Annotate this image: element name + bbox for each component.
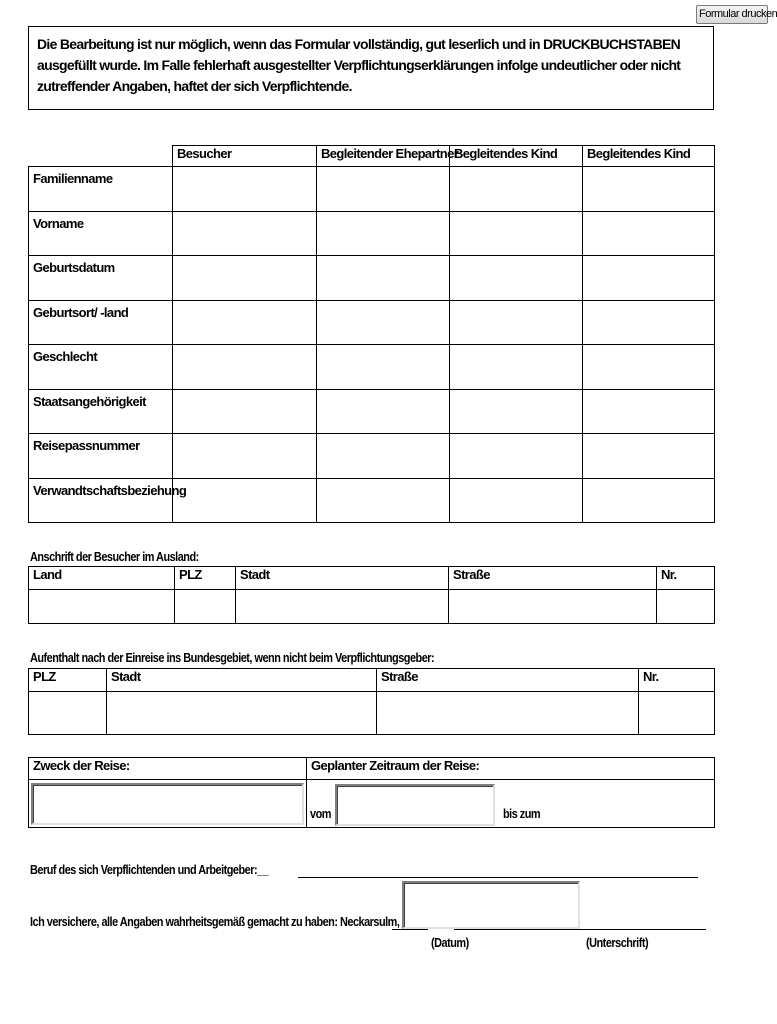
spouse-input[interactable]: [317, 390, 449, 408]
column-header-child-1: Begleitendes Kind: [450, 146, 583, 167]
occupation-input[interactable]: [298, 858, 698, 877]
child-1-input[interactable]: [450, 301, 582, 319]
spouse-input[interactable]: [317, 212, 449, 230]
child-1-cell: [450, 389, 583, 434]
spouse-cell: [317, 478, 450, 523]
row-label: Geburtsort/ -land: [29, 300, 173, 345]
assurance-label: Ich versichere, alle Angaben wahrheitsgemäß gemacht zu haben: Neckarsulm,: [30, 914, 400, 929]
spouse-input[interactable]: [317, 345, 449, 363]
child-2-input[interactable]: [583, 167, 714, 185]
notice-box: [28, 26, 714, 110]
child-1-input[interactable]: [450, 479, 582, 497]
child-1-input[interactable]: [450, 390, 582, 408]
row-label: Verwandtschaftsbeziehung: [29, 478, 173, 523]
child-2-cell: [583, 345, 715, 390]
spouse-input[interactable]: [317, 167, 449, 185]
abroad-city-input[interactable]: [236, 590, 448, 608]
date-caption: (Datum): [431, 935, 469, 950]
person-row: [29, 478, 715, 523]
row-label: Reisepassnummer: [29, 434, 173, 479]
child-2-cell: [583, 434, 715, 479]
stay-header-city: Stadt: [107, 669, 377, 692]
abroad-zip-cell: [175, 590, 236, 624]
child-2-input[interactable]: [583, 434, 714, 452]
row-label: Geburtsdatum: [29, 256, 173, 301]
child-1-input[interactable]: [450, 256, 582, 274]
visitor-input[interactable]: [173, 479, 316, 497]
stay-street-cell: [377, 692, 639, 735]
abroad-header-city: Stadt: [236, 567, 449, 590]
child-2-input[interactable]: [583, 345, 714, 363]
visitor-cell: [173, 167, 317, 212]
abroad-zip-input[interactable]: [175, 590, 235, 608]
person-row: [29, 300, 715, 345]
signature-line: [454, 929, 706, 930]
stay-city-cell: [107, 692, 377, 735]
child-1-input[interactable]: [450, 345, 582, 363]
person-row: [29, 256, 715, 301]
spouse-input[interactable]: [317, 434, 449, 452]
period-cell: [307, 780, 715, 828]
abroad-title: Anschrift der Besucher im Ausland:: [30, 549, 199, 564]
abroad-street-input[interactable]: [449, 590, 656, 608]
visitor-cell: [173, 389, 317, 434]
child-1-input[interactable]: [450, 212, 582, 230]
person-row: [29, 434, 715, 479]
child-2-cell: [583, 256, 715, 301]
child-1-cell: [450, 256, 583, 301]
abroad-header-zip: PLZ: [175, 567, 236, 590]
date-input[interactable]: [402, 881, 580, 929]
child-2-input[interactable]: [583, 479, 714, 497]
child-1-cell: [450, 345, 583, 390]
person-row: [29, 167, 715, 212]
spouse-cell: [317, 345, 450, 390]
from-label: vom: [310, 806, 331, 821]
abroad-city-cell: [236, 590, 449, 624]
persons-corner: [29, 146, 173, 167]
period-header: Geplanter Zeitraum der Reise:: [307, 758, 715, 780]
row-label: Familienname: [29, 167, 173, 212]
visitor-input[interactable]: [173, 167, 316, 185]
visitor-input[interactable]: [173, 390, 316, 408]
abroad-address-table: [28, 566, 715, 624]
spouse-cell: [317, 300, 450, 345]
visitor-input[interactable]: [173, 301, 316, 319]
visitor-cell: [173, 300, 317, 345]
occupation-line: [298, 877, 698, 878]
child-1-cell: [450, 167, 583, 212]
purpose-cell: [29, 780, 307, 828]
stay-zip-input[interactable]: [29, 692, 106, 710]
abroad-number-input[interactable]: [657, 590, 714, 608]
spouse-cell: [317, 434, 450, 479]
stay-zip-cell: [29, 692, 107, 735]
person-row: [29, 389, 715, 434]
child-1-input[interactable]: [450, 167, 582, 185]
spouse-cell: [317, 256, 450, 301]
abroad-header-street: Straße: [449, 567, 657, 590]
child-1-cell: [450, 300, 583, 345]
child-2-cell: [583, 211, 715, 256]
stay-number-input[interactable]: [639, 692, 714, 710]
stay-street-input[interactable]: [377, 692, 638, 710]
child-2-cell: [583, 389, 715, 434]
row-label: Vorname: [29, 211, 173, 256]
print-form-button[interactable]: Formular drucken: [696, 5, 768, 24]
signature-caption: (Unterschrift): [586, 935, 649, 950]
row-label: Geschlecht: [29, 345, 173, 390]
child-2-input[interactable]: [583, 301, 714, 319]
visitor-input[interactable]: [173, 345, 316, 363]
visitor-cell: [173, 478, 317, 523]
child-1-cell: [450, 211, 583, 256]
abroad-country-cell: [29, 590, 175, 624]
stay-header-number: Nr.: [639, 669, 715, 692]
stay-header-street: Straße: [377, 669, 639, 692]
spouse-cell: [317, 389, 450, 434]
purpose-input[interactable]: [31, 783, 304, 825]
stay-city-input[interactable]: [107, 692, 376, 710]
stay-header-zip: PLZ: [29, 669, 107, 692]
child-1-cell: [450, 478, 583, 523]
row-label: Staatsangehörigkeit: [29, 389, 173, 434]
visitor-cell: [173, 434, 317, 479]
visitor-input[interactable]: [173, 212, 316, 230]
column-header-child-2: Begleitendes Kind: [583, 146, 715, 167]
child-1-input[interactable]: [450, 434, 582, 452]
visitor-input[interactable]: [173, 434, 316, 452]
spouse-input[interactable]: [317, 301, 449, 319]
from-date-input[interactable]: [335, 784, 495, 826]
stay-address-table: [28, 668, 715, 735]
visitor-input[interactable]: [173, 256, 316, 274]
to-label: bis zum: [503, 806, 541, 821]
spouse-input[interactable]: [317, 479, 449, 497]
column-header-spouse: Begleitender Ehepartner: [317, 146, 450, 167]
stay-title: Aufenthalt nach der Einreise ins Bundesgebiet, wenn nicht beim Verpflichtungsgeber:: [30, 650, 435, 665]
spouse-cell: [317, 211, 450, 256]
visitor-cell: [173, 256, 317, 301]
travel-table: [28, 757, 715, 828]
persons-table: [28, 145, 715, 523]
child-2-input[interactable]: [583, 390, 714, 408]
child-1-cell: [450, 434, 583, 479]
purpose-header: Zweck der Reise:: [29, 758, 307, 780]
column-header-visitor: Besucher: [173, 146, 317, 167]
person-row: [29, 345, 715, 390]
notice-text: Die Bearbeitung ist nur möglich, wenn das Formular vollständig, gut leserlich und in DRUCKBUCHSTABEN ausgefüllt wurde. Im Falle fehlerhaft ausgestellter Verpflichtungserklärungen infolge undeutlicher oder nicht zutreffender Angaben, haftet der sich Verpflichtende.: [37, 36, 681, 94]
child-2-cell: [583, 167, 715, 212]
child-2-cell: [583, 300, 715, 345]
child-2-input[interactable]: [583, 256, 714, 274]
person-row: [29, 211, 715, 256]
abroad-number-cell: [657, 590, 715, 624]
occupation-label: Beruf des sich Verpflichtenden und Arbeitgeber:__: [30, 862, 269, 877]
date-line-left: [392, 929, 428, 930]
child-2-cell: [583, 478, 715, 523]
abroad-header-country: Land: [29, 567, 175, 590]
visitor-cell: [173, 345, 317, 390]
spouse-input[interactable]: [317, 256, 449, 274]
stay-number-cell: [639, 692, 715, 735]
abroad-street-cell: [449, 590, 657, 624]
spouse-cell: [317, 167, 450, 212]
abroad-country-input[interactable]: [29, 590, 174, 608]
child-2-input[interactable]: [583, 212, 714, 230]
abroad-header-number: Nr.: [657, 567, 715, 590]
visitor-cell: [173, 211, 317, 256]
